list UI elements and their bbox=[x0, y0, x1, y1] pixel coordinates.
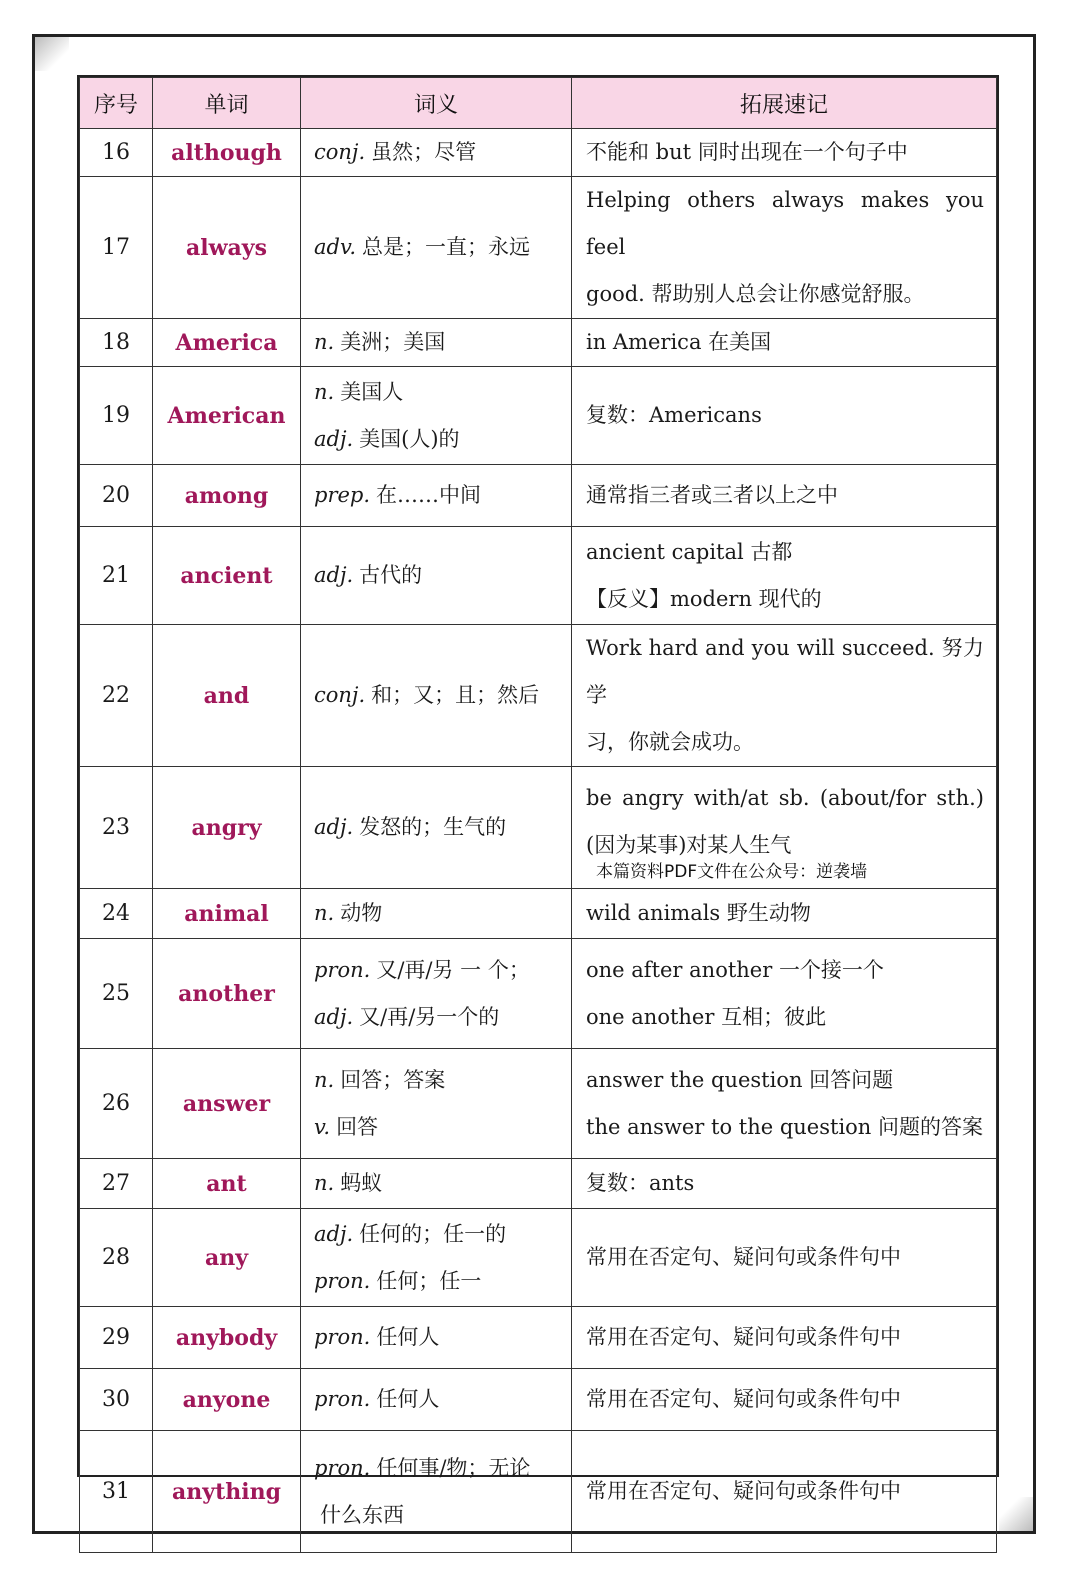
note-line: 常用在否定句、疑问句或条件句中 bbox=[586, 1479, 901, 1503]
word-meaning bbox=[301, 889, 572, 939]
row-number: 17 bbox=[80, 177, 153, 319]
header-meaning: 词义 bbox=[301, 78, 572, 129]
mnemonic-note bbox=[572, 1209, 997, 1307]
meaning-text: 总是；一直；永远 bbox=[362, 235, 531, 259]
vocabulary-word: anybody bbox=[153, 1307, 301, 1369]
meaning-text: 什么东西 bbox=[320, 1502, 404, 1527]
row-number: 25 bbox=[80, 939, 153, 1049]
table-header-row bbox=[80, 78, 997, 129]
table-row bbox=[80, 1431, 997, 1553]
row-number: 16 bbox=[80, 129, 153, 177]
word-meaning bbox=[301, 177, 572, 319]
meaning-line bbox=[314, 129, 571, 176]
meaning-text: 任何；任一 bbox=[376, 1268, 482, 1293]
table-row bbox=[80, 129, 997, 177]
row-number: 30 bbox=[80, 1369, 153, 1431]
mnemonic-note bbox=[572, 367, 997, 465]
vocabulary-word: although bbox=[153, 129, 301, 177]
note-line: 常用在否定句、疑问句或条件句中 bbox=[586, 1325, 901, 1349]
meaning-line bbox=[314, 472, 571, 519]
vocabulary-word: another bbox=[153, 939, 301, 1049]
meaning-line bbox=[314, 1314, 571, 1361]
mnemonic-note bbox=[572, 527, 997, 625]
note-line: 【反义】modern 现代的 bbox=[586, 586, 822, 611]
part-of-speech: v. bbox=[314, 1114, 331, 1139]
meaning-line bbox=[314, 994, 571, 1041]
part-of-speech: conj. bbox=[314, 140, 366, 164]
note-line: 习，你就会成功。 bbox=[586, 730, 754, 754]
table-row bbox=[80, 1307, 997, 1369]
meaning-line bbox=[314, 1211, 571, 1258]
note-line: good. 帮助别人总会让你感觉舒服。 bbox=[586, 282, 925, 306]
meaning-line bbox=[314, 890, 571, 937]
row-number: 18 bbox=[80, 319, 153, 367]
word-meaning bbox=[301, 527, 572, 625]
vocabulary-word: ancient bbox=[153, 527, 301, 625]
row-number: 19 bbox=[80, 367, 153, 465]
mnemonic-note bbox=[572, 319, 997, 367]
part-of-speech: n. bbox=[314, 1067, 335, 1092]
table-row bbox=[80, 367, 997, 465]
meaning-line bbox=[314, 672, 571, 719]
row-number: 22 bbox=[80, 625, 153, 767]
note-line: wild animals 野生动物 bbox=[586, 901, 811, 925]
mnemonic-note bbox=[572, 1159, 997, 1209]
meaning-line bbox=[314, 1445, 571, 1492]
word-meaning bbox=[301, 625, 572, 767]
meaning-text: 在……中间 bbox=[376, 483, 482, 507]
meaning-text: 回答 bbox=[336, 1114, 379, 1139]
part-of-speech: adj. bbox=[314, 1004, 354, 1029]
row-number: 23 bbox=[80, 767, 153, 889]
meaning-text: 美国(人)的 bbox=[359, 426, 460, 451]
meaning-text: 任何人 bbox=[376, 1325, 440, 1349]
table-row bbox=[80, 1369, 997, 1431]
note-line: in America 在美国 bbox=[586, 330, 772, 354]
table-row bbox=[80, 319, 997, 367]
note-line: 复数：ants bbox=[586, 1171, 695, 1195]
vocabulary-table-container bbox=[77, 75, 999, 1527]
note-line: Helping others always makes you feel bbox=[586, 188, 984, 259]
mnemonic-note bbox=[572, 465, 997, 527]
table-row bbox=[80, 177, 997, 319]
part-of-speech: adj. bbox=[314, 563, 354, 587]
note-line: ancient capital 古都 bbox=[586, 539, 793, 564]
part-of-speech: pron. bbox=[314, 1268, 371, 1293]
meaning-text: 又/再/另一个的 bbox=[359, 1004, 500, 1029]
meaning-line bbox=[314, 1057, 571, 1104]
note-line: 复数：Americans bbox=[586, 403, 762, 427]
word-meaning bbox=[301, 1431, 572, 1553]
part-of-speech: prep. bbox=[314, 483, 371, 507]
note-line: the answer to the question 问题的答案 bbox=[586, 1114, 984, 1139]
mnemonic-note bbox=[572, 625, 997, 767]
note-line: answer the question 回答问题 bbox=[586, 1067, 894, 1092]
table-row bbox=[80, 767, 997, 889]
meaning-line bbox=[314, 1160, 571, 1207]
vocabulary-word: animal bbox=[153, 889, 301, 939]
word-meaning bbox=[301, 129, 572, 177]
meaning-line bbox=[314, 319, 571, 366]
part-of-speech: n. bbox=[314, 901, 335, 925]
table-row bbox=[80, 889, 997, 939]
meaning-line bbox=[314, 1104, 571, 1151]
note-line: Work hard and you will succeed. 努力学 bbox=[586, 636, 984, 707]
part-of-speech: n. bbox=[314, 1171, 335, 1195]
header-number: 序号 bbox=[80, 78, 153, 129]
note-line: be angry with/at sb. (about/for sth.) bbox=[586, 785, 984, 810]
word-meaning bbox=[301, 1049, 572, 1159]
table-row bbox=[80, 939, 997, 1049]
vocabulary-word: ant bbox=[153, 1159, 301, 1209]
table-row bbox=[80, 527, 997, 625]
header-word: 单词 bbox=[153, 78, 301, 129]
meaning-line bbox=[314, 947, 571, 994]
meaning-text: 动物 bbox=[340, 901, 383, 925]
meaning-text: 任何事/物；无论 bbox=[376, 1455, 531, 1480]
meaning-text: 和；又；且；然后 bbox=[371, 683, 540, 707]
part-of-speech: n. bbox=[314, 379, 335, 404]
header-notes: 拓展速记 bbox=[572, 78, 997, 129]
mnemonic-note bbox=[572, 939, 997, 1049]
meaning-text: 美国人 bbox=[340, 379, 404, 404]
word-meaning bbox=[301, 367, 572, 465]
part-of-speech: n. bbox=[314, 330, 335, 354]
meaning-line bbox=[314, 224, 571, 271]
part-of-speech: pron. bbox=[314, 1325, 371, 1349]
word-meaning bbox=[301, 939, 572, 1049]
table-row bbox=[80, 465, 997, 527]
mnemonic-note bbox=[572, 177, 997, 319]
vocabulary-word: angry bbox=[153, 767, 301, 889]
note-line: (因为某事)对某人生气 bbox=[586, 832, 792, 857]
word-meaning bbox=[301, 1209, 572, 1307]
vocabulary-word: any bbox=[153, 1209, 301, 1307]
meaning-text: 蚂蚁 bbox=[340, 1171, 383, 1195]
vocabulary-word: among bbox=[153, 465, 301, 527]
row-number: 28 bbox=[80, 1209, 153, 1307]
mnemonic-note bbox=[572, 1431, 997, 1553]
note-line: 通常指三者或三者以上之中 bbox=[586, 483, 838, 507]
part-of-speech: conj. bbox=[314, 683, 366, 707]
meaning-text: 古代的 bbox=[359, 563, 423, 587]
page-frame bbox=[32, 34, 1036, 1534]
part-of-speech: adj. bbox=[314, 426, 354, 451]
watermark-text: 本篇资料PDF文件在公众号：逆袭墙 bbox=[596, 861, 868, 882]
part-of-speech: adj. bbox=[314, 1221, 354, 1246]
meaning-text: 虽然；尽管 bbox=[371, 140, 477, 164]
meaning-line bbox=[314, 1492, 571, 1539]
table-row bbox=[80, 625, 997, 767]
part-of-speech: adv. bbox=[314, 235, 357, 259]
meaning-line bbox=[314, 1376, 571, 1423]
meaning-text: 任何的；任一的 bbox=[359, 1221, 507, 1246]
meaning-text: 任何人 bbox=[376, 1387, 440, 1411]
mnemonic-note bbox=[572, 1307, 997, 1369]
note-line: 常用在否定句、疑问句或条件句中 bbox=[586, 1387, 901, 1411]
vocabulary-word: American bbox=[153, 367, 301, 465]
table-row bbox=[80, 1209, 997, 1307]
row-number: 21 bbox=[80, 527, 153, 625]
table-body bbox=[80, 129, 997, 1553]
meaning-text: 回答；答案 bbox=[340, 1067, 446, 1092]
note-line: one another 互相；彼此 bbox=[586, 1004, 827, 1029]
vocabulary-word: and bbox=[153, 625, 301, 767]
meaning-text: 又/再/另 一 个； bbox=[376, 957, 530, 982]
mnemonic-note bbox=[572, 767, 997, 889]
row-number: 27 bbox=[80, 1159, 153, 1209]
meaning-line bbox=[314, 804, 571, 851]
meaning-line bbox=[314, 416, 571, 463]
mnemonic-note bbox=[572, 129, 997, 177]
mnemonic-note bbox=[572, 1049, 997, 1159]
meaning-text: 发怒的；生气的 bbox=[359, 815, 507, 839]
row-number: 20 bbox=[80, 465, 153, 527]
vocabulary-word: anyone bbox=[153, 1369, 301, 1431]
vocabulary-word: anything bbox=[153, 1431, 301, 1553]
part-of-speech: adj. bbox=[314, 815, 354, 839]
word-meaning bbox=[301, 767, 572, 889]
table-row bbox=[80, 1159, 997, 1209]
note-line: 不能和 but 同时出现在一个句子中 bbox=[586, 140, 908, 164]
row-number: 26 bbox=[80, 1049, 153, 1159]
meaning-line bbox=[314, 1258, 571, 1305]
vocabulary-word: America bbox=[153, 319, 301, 367]
word-meaning bbox=[301, 1369, 572, 1431]
word-meaning bbox=[301, 1307, 572, 1369]
note-line: one after another 一个接一个 bbox=[586, 957, 884, 982]
meaning-text: 美洲；美国 bbox=[340, 330, 446, 354]
word-meaning bbox=[301, 1159, 572, 1209]
word-meaning bbox=[301, 465, 572, 527]
word-meaning bbox=[301, 319, 572, 367]
part-of-speech: pron. bbox=[314, 957, 371, 982]
mnemonic-note bbox=[572, 1369, 997, 1431]
part-of-speech: pron. bbox=[314, 1455, 371, 1480]
meaning-line bbox=[314, 552, 571, 599]
note-line: 常用在否定句、疑问句或条件句中 bbox=[586, 1245, 901, 1269]
vocabulary-table bbox=[79, 77, 997, 1553]
part-of-speech: pron. bbox=[314, 1387, 371, 1411]
table-row bbox=[80, 1049, 997, 1159]
vocabulary-word: always bbox=[153, 177, 301, 319]
meaning-line bbox=[314, 369, 571, 416]
row-number: 31 bbox=[80, 1431, 153, 1553]
vocabulary-word: answer bbox=[153, 1049, 301, 1159]
mnemonic-note bbox=[572, 889, 997, 939]
row-number: 29 bbox=[80, 1307, 153, 1369]
row-number: 24 bbox=[80, 889, 153, 939]
